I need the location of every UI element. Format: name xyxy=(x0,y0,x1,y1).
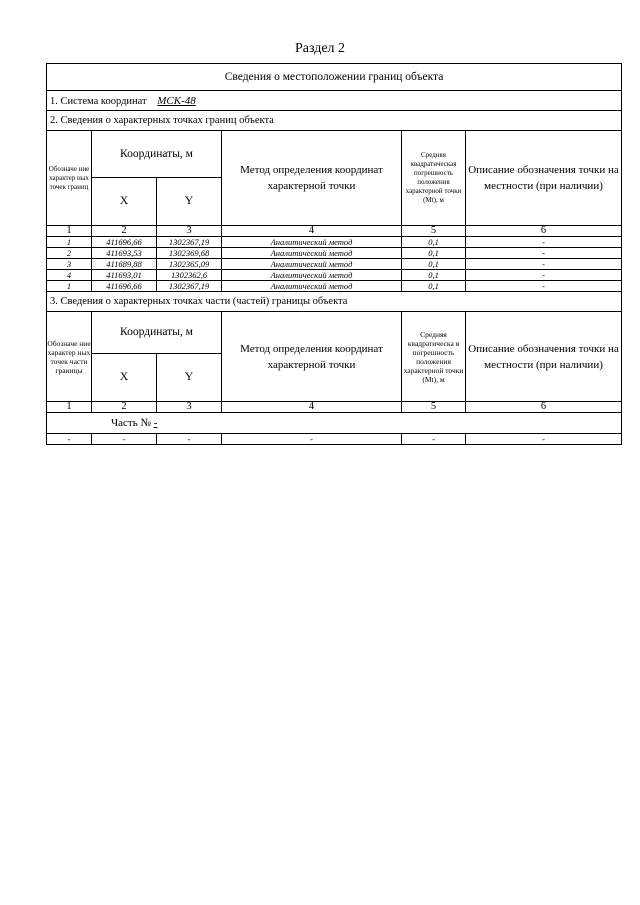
table-row xyxy=(47,237,622,248)
cell-method: - xyxy=(222,434,402,445)
col-number: 5 xyxy=(402,402,466,413)
table-row xyxy=(47,248,622,259)
cell-description: - xyxy=(466,259,622,270)
cell-x: - xyxy=(92,434,157,445)
cell-y: 1302365,09 xyxy=(157,259,222,270)
cell-point: 3 xyxy=(47,259,92,270)
coordinate-system-label: 1. Система координат xyxy=(50,95,147,107)
cell-point: 1 xyxy=(47,281,92,292)
cell-x: 411696,66 xyxy=(92,237,157,248)
s2-header-description: Описание обозначения точки на местности (при наличии) xyxy=(466,131,622,226)
table-row xyxy=(47,259,622,270)
cell-error: 0,1 xyxy=(402,259,466,270)
cell-method: Аналитический метод xyxy=(222,248,402,259)
s3-header-description: Описание обозначения точки на местности (при наличии) xyxy=(466,312,622,402)
coordinate-system-row xyxy=(47,91,622,111)
boundary-table xyxy=(46,63,622,445)
table-row xyxy=(47,281,622,292)
col-number: 6 xyxy=(466,226,622,237)
cell-method: Аналитический метод xyxy=(222,237,402,248)
cell-description: - xyxy=(466,281,622,292)
s2-header-y: Y xyxy=(157,178,222,226)
cell-method: Аналитический метод xyxy=(222,281,402,292)
col-number: 3 xyxy=(157,402,222,413)
section2-title: 2. Сведения о характерных точках границ объекта xyxy=(47,111,622,131)
table-row xyxy=(47,270,622,281)
s3-header-x: X xyxy=(92,354,157,402)
table-row xyxy=(47,434,622,445)
cell-error: 0,1 xyxy=(402,270,466,281)
s2-header-coords: Координаты, м xyxy=(92,131,222,178)
cell-error: 0,1 xyxy=(402,281,466,292)
col-number: 5 xyxy=(402,226,466,237)
cell-x: 411693,01 xyxy=(92,270,157,281)
cell-y: - xyxy=(157,434,222,445)
part-label: Часть № xyxy=(111,417,151,429)
s2-header-point: Обозначе ние характер ных точек границ xyxy=(47,131,92,226)
cell-point: - xyxy=(47,434,92,445)
s3-header-error: Средняя квадратическа я погрешность положения характерной точки (Mt), м xyxy=(402,312,466,402)
cell-y: 1302369,68 xyxy=(157,248,222,259)
s2-column-numbers xyxy=(47,226,622,237)
cell-error: - xyxy=(402,434,466,445)
cell-error: 0,1 xyxy=(402,248,466,259)
cell-description: - xyxy=(466,270,622,281)
part-value: - xyxy=(153,417,158,429)
s3-header-y: Y xyxy=(157,354,222,402)
cell-y: 1302362,6 xyxy=(157,270,222,281)
coordinate-system-value: МСК-48 xyxy=(157,94,196,107)
col-number: 6 xyxy=(466,402,622,413)
table-title: Сведения о местоположении границ объекта xyxy=(47,64,622,91)
part-row xyxy=(47,413,622,434)
s3-column-numbers xyxy=(47,402,622,413)
cell-description: - xyxy=(466,248,622,259)
cell-point: 4 xyxy=(47,270,92,281)
cell-description: - xyxy=(466,434,622,445)
s2-header-error: Средняя квадратическая погрешность положения характерной точки (Mt), м xyxy=(402,131,466,226)
cell-x: 411693,53 xyxy=(92,248,157,259)
col-number: 4 xyxy=(222,402,402,413)
cell-point: 1 xyxy=(47,237,92,248)
cell-x: 411696,66 xyxy=(92,281,157,292)
cell-method: Аналитический метод xyxy=(222,259,402,270)
cell-y: 1302367,19 xyxy=(157,281,222,292)
cell-x: 411689,88 xyxy=(92,259,157,270)
s3-header-coords: Координаты, м xyxy=(92,312,222,354)
cell-description: - xyxy=(466,237,622,248)
s3-header-point: Обозначе ние характер ных точек части границы xyxy=(47,312,92,402)
col-number: 2 xyxy=(92,226,157,237)
col-number: 1 xyxy=(47,402,92,413)
s3-header-method: Метод определения координат характерной точки xyxy=(222,312,402,402)
cell-error: 0,1 xyxy=(402,237,466,248)
col-number: 2 xyxy=(92,402,157,413)
col-number: 4 xyxy=(222,226,402,237)
col-number: 3 xyxy=(157,226,222,237)
col-number: 1 xyxy=(47,226,92,237)
cell-point: 2 xyxy=(47,248,92,259)
page-title: Раздел 2 xyxy=(294,41,346,56)
cell-method: Аналитический метод xyxy=(222,270,402,281)
section3-title: 3. Сведения о характерных точках части (частей) границы объекта xyxy=(47,292,622,312)
s2-header-x: X xyxy=(92,178,157,226)
cell-y: 1302367,19 xyxy=(157,237,222,248)
s2-header-method: Метод определения координат характерной точки xyxy=(222,131,402,226)
